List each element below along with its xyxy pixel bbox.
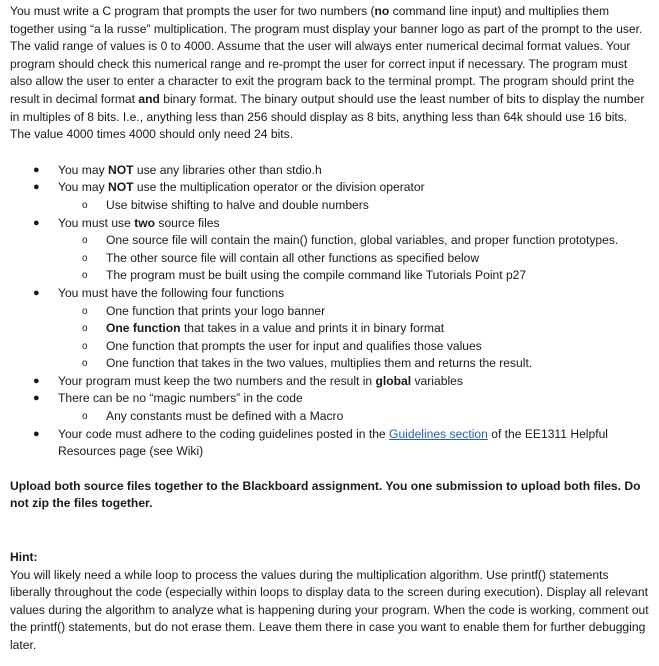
requirements-list <box>10 162 650 461</box>
sub-bullet-icon: o <box>82 411 88 423</box>
list-item: ● You must have the following four functions o One function that prints your logo banner o One function that takes in a value and prints it in binary format o One function that prompts the user for input and qualifies those values o One function that takes in the two values, multiplies them and returns the result. <box>10 285 650 373</box>
sub-list-item: o The other source file will contain all other functions as specified below <box>58 250 650 268</box>
document <box>10 3 650 655</box>
bullet-icon: ● <box>33 181 40 194</box>
sub-list-item: o One source file will contain the main() function, global variables, and proper function prototypes. <box>58 232 650 250</box>
bullet-icon: ● <box>33 374 40 387</box>
intro-text-1: You must write a C program that prompts the user for two numbers ( <box>10 4 375 18</box>
list-item: ● Your code must adhere to the coding guidelines posted in the Guidelines section of the EE1311 Helpful Resources page (see Wiki) <box>33 426 608 459</box>
guidelines-section-link[interactable]: Guidelines section <box>389 426 488 441</box>
sub-bullet-icon: o <box>82 340 88 352</box>
hint-title: Hint: <box>10 550 38 565</box>
list-item: ● You may NOT use the multiplication operator or the division operator o Use bitwise shifting to halve and double numbers <box>10 179 650 214</box>
sub-bullet-icon: o <box>82 305 88 317</box>
sub-bullet-icon: o <box>82 199 88 211</box>
sub-bullet-icon: o <box>82 252 88 264</box>
sub-list-item: o Use bitwise shifting to halve and double numbers <box>58 197 650 215</box>
sub-list <box>58 197 650 215</box>
bullet-icon: ● <box>33 163 40 176</box>
bullet-icon: ● <box>33 392 40 405</box>
intro-bold-no: no <box>374 4 390 18</box>
sub-list-item: o One function that takes in the two values, multiplies them and returns the result. <box>58 355 650 373</box>
bullet-icon: ● <box>33 286 40 299</box>
sub-list-item: o One function that prompts the user for input and qualifies those values <box>58 338 650 356</box>
list-item: ● You may NOT use any libraries other than stdio.h <box>10 162 650 180</box>
hint-body: You will likely need a while loop to process the values during the multiplication algorithm. Use printf() statements liberally throughout the code (especially within loops to display data to the screen during execution). Display all relevant values during the algorithm to analyze what is happening during your program. When the code is working, comment out the printf() statements, but do not erase them. Leave them there in case you want to enable them for further debugging later. <box>10 567 649 652</box>
sub-bullet-icon: o <box>82 235 88 247</box>
intro-text-2: command line input) and multiplies them together using “a la russe” multiplication. The program must display your banner logo as part of the prompt to the user. The valid range of values is 0 to 4000. Assume that the user will always enter numerical decimal format values. Your program should check this numerical range and re-prompt the user for correct input if necessary. The program must also allow the user to enter a character to exit the program back to the terminal prompt. The program should print the result in decimal format <box>10 4 643 106</box>
sub-list <box>58 303 650 373</box>
intro-text-3: binary format. The binary output should use the least number of bits to display the number in multiples of 8 bits. I.e., anything less than 256 should display as 8 bits, anything less than 64k should use 16 bits. The value 4000 times 4000 should only need 24 bits. <box>10 91 645 142</box>
sub-bullet-icon: o <box>82 323 88 335</box>
list-item: ● You must use two source files o One source file will contain the main() function, global variables, and proper function prototypes. o The other source file will contain all other functions as specified below o The program must be built using the compile command like Tutorials Point p27 <box>10 215 650 285</box>
intro-bold-and: and <box>138 91 160 106</box>
intro-paragraph <box>10 3 650 144</box>
sub-list-item: o The program must be built using the compile command like Tutorials Point p27 <box>58 267 650 285</box>
bullet-icon: ● <box>33 427 40 440</box>
list-item: ● Your program must keep the two numbers and the result in global variables <box>10 373 650 391</box>
sub-list <box>58 232 650 285</box>
sub-list-item: o One function that takes in a value and prints it in binary format <box>58 320 650 338</box>
list-item: ● There can be no “magic numbers” in the code o Any constants must be defined with a Macro <box>10 390 650 425</box>
upload-instructions: Upload both source files together to the Blackboard assignment. You one submission to upload both files. Do not zip the files together. <box>10 478 641 511</box>
sub-list-item: o Any constants must be defined with a Macro <box>58 408 650 426</box>
sub-list <box>58 408 650 426</box>
bullet-icon: ● <box>33 216 40 229</box>
sub-list-item: o One function that prints your logo banner <box>58 303 650 321</box>
sub-bullet-icon: o <box>82 270 88 282</box>
sub-bullet-icon: o <box>82 358 88 370</box>
